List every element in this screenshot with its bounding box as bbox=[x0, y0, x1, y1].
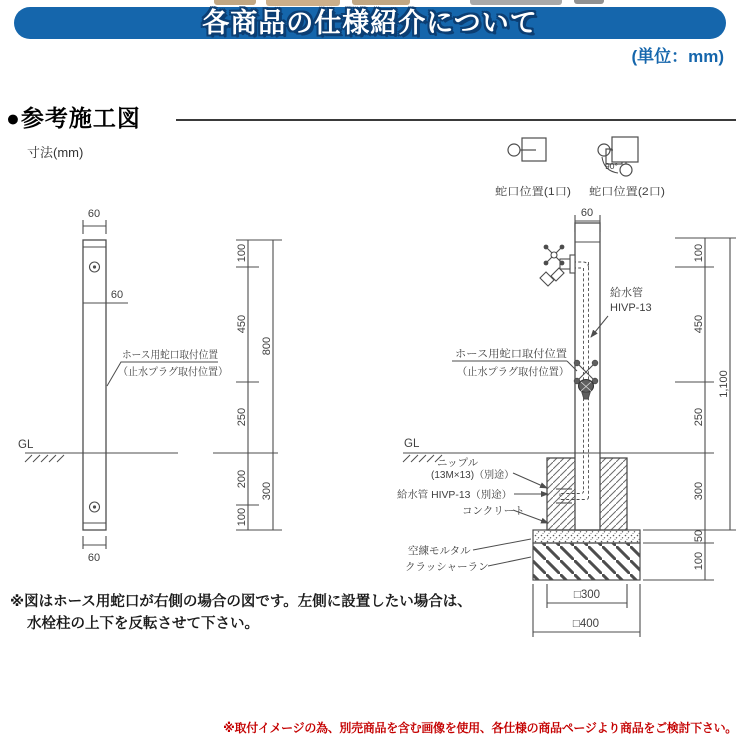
crusher-label: クラッシャーラン bbox=[405, 561, 489, 573]
left-dim-300: 300 bbox=[261, 481, 273, 501]
right-faucet-label-1: ホース用蛇口取付位置 bbox=[455, 348, 560, 360]
faucet-position-two-icon bbox=[598, 137, 638, 176]
left-faucet-label-2: （止水プラグ取付位置） bbox=[118, 366, 234, 378]
faucet-position-one-icon bbox=[508, 138, 546, 161]
concrete-label: コンクリート bbox=[462, 505, 525, 517]
left-dim-100-bottom: 100 bbox=[236, 507, 248, 527]
right-top-width: 60 bbox=[580, 207, 594, 219]
left-faucet-label-1: ホース用蛇口取付位置 bbox=[122, 349, 227, 361]
faucet-position-one-label: 蛇口位置(1口) bbox=[495, 186, 564, 198]
right-faucet-label-2: （止水プラグ取付位置） bbox=[457, 366, 573, 378]
right-dim-50: 50 bbox=[693, 529, 705, 543]
right-dim-100-bottom: 100 bbox=[693, 551, 705, 571]
faucet-position-two-label: 蛇口位置(2口) bbox=[589, 186, 658, 198]
left-bottom-width: 60 bbox=[87, 552, 101, 564]
installation-note-line2: 水栓柱の上下を反転させて下さい。 bbox=[27, 615, 259, 632]
left-gl-label: GL bbox=[18, 439, 34, 451]
dimensions-unit-label: 寸法(mm) bbox=[27, 145, 84, 160]
left-pillar-diagram bbox=[25, 220, 282, 549]
disclaimer-note: ※取付イメージの為、別売商品を含む画像を使用、各仕様の商品ページより商品をご検討下さい。 bbox=[223, 721, 737, 735]
dim-square-300: □300 bbox=[573, 589, 601, 601]
supply-pipe-label-1: 給水管 bbox=[610, 287, 643, 299]
nipple-label-1: ニップル bbox=[437, 457, 479, 469]
right-dim-300: 300 bbox=[693, 481, 705, 501]
section-title: ●参考施工図 bbox=[6, 105, 141, 131]
left-dim-250: 250 bbox=[236, 407, 248, 427]
left-dim-450: 450 bbox=[236, 314, 248, 334]
installation-note-line1: ※図はホース用蛇口が右側の場合の図です。左側に設置したい場合は、 bbox=[10, 594, 472, 610]
ninety-degree-label: 90° bbox=[605, 161, 618, 171]
supply-pipe-label-2: HIVP-13 bbox=[610, 302, 652, 314]
supply-pipe-besides-label: 給水管 HIVP-13（別途） bbox=[397, 490, 510, 501]
installation-note bbox=[10, 592, 472, 636]
left-diagram-text bbox=[18, 208, 273, 564]
mortar-label: 空練モルタル bbox=[408, 545, 471, 557]
left-dim-100-top: 100 bbox=[236, 243, 248, 263]
page-title: 各商品の仕様紹介について bbox=[202, 7, 538, 38]
left-top-width: 60 bbox=[87, 208, 101, 220]
dim-square-400: □400 bbox=[572, 618, 600, 630]
right-dim-450: 450 bbox=[693, 314, 705, 334]
right-dim-100-top: 100 bbox=[693, 243, 705, 263]
right-gl-label: GL bbox=[404, 438, 420, 450]
nipple-label-2: (13M×13)（別途） bbox=[431, 470, 515, 481]
right-install-diagram bbox=[403, 215, 736, 637]
unit-label: (単位：mm) bbox=[631, 47, 724, 66]
hose-faucet-icon bbox=[540, 245, 575, 286]
left-dim-800: 800 bbox=[261, 336, 273, 356]
left-mid-width: 60 bbox=[110, 289, 124, 301]
right-dim-250: 250 bbox=[693, 407, 705, 427]
left-dim-200: 200 bbox=[236, 469, 248, 489]
right-dim-1100: 1,100 bbox=[718, 370, 730, 398]
